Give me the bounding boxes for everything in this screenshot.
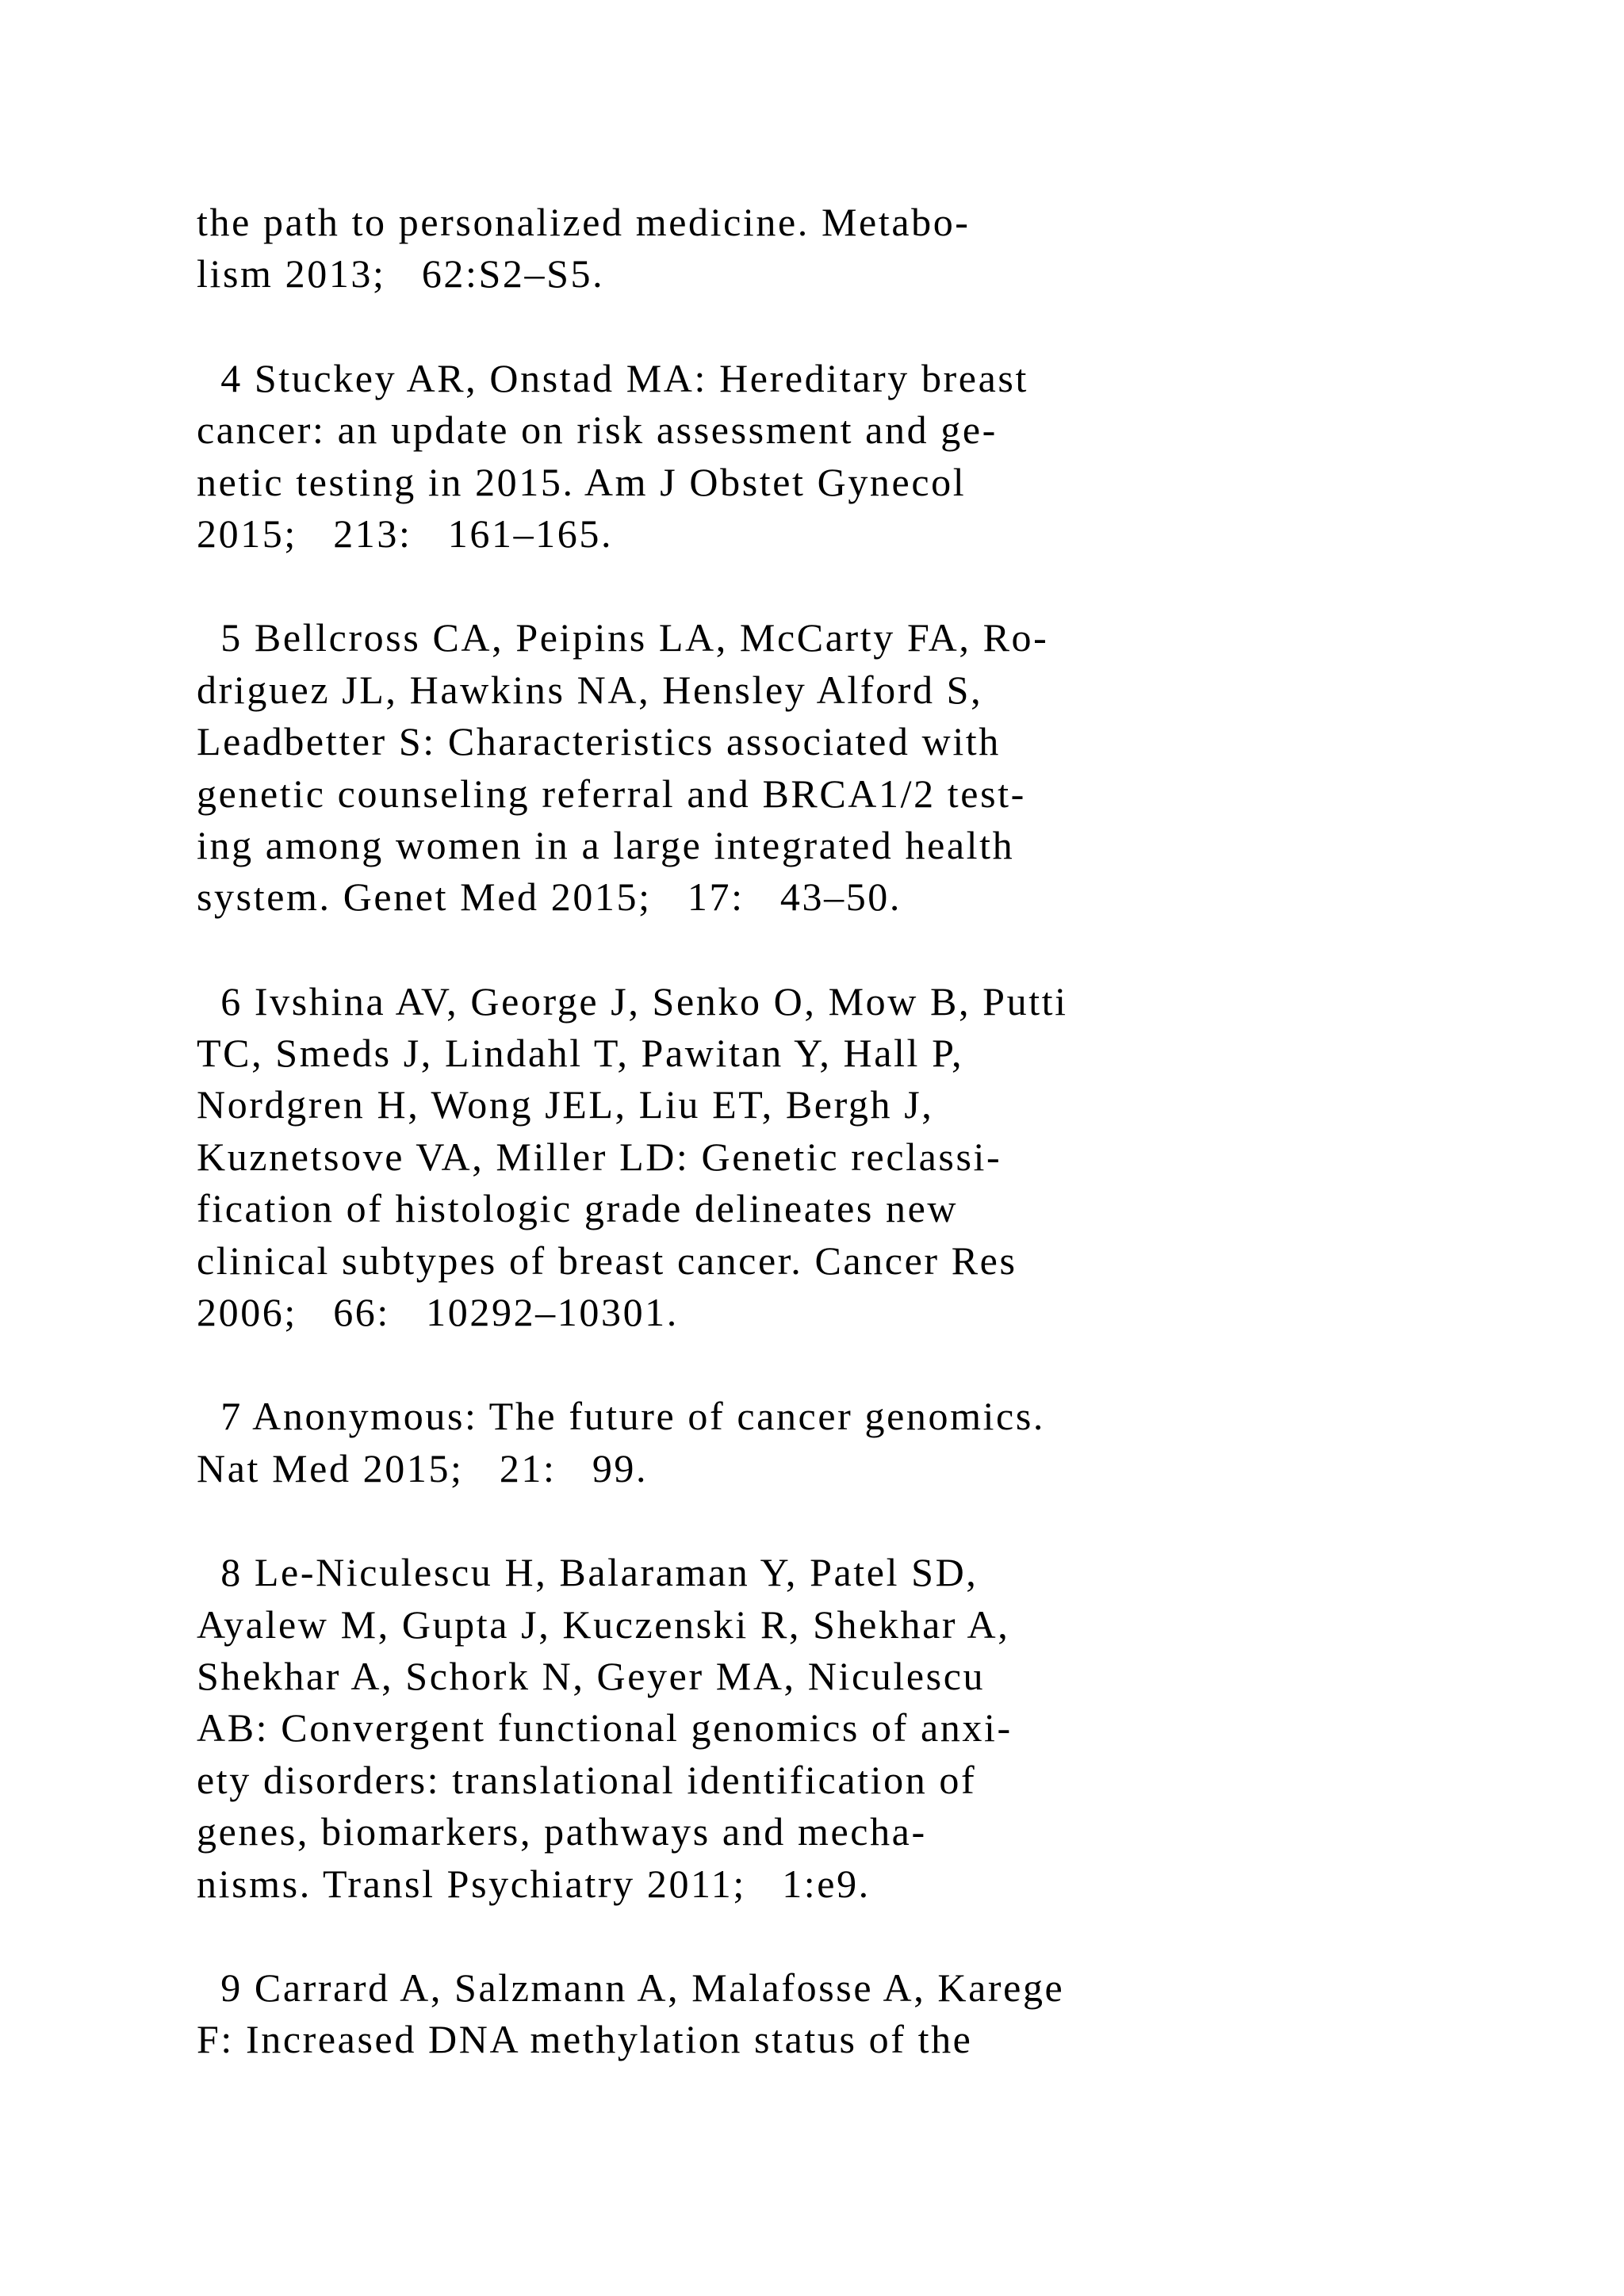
reference-entry-5 [197, 612, 1386, 923]
reference-entry-4 [197, 353, 1386, 561]
reference-line: 2006; 66: 10292–10301. [197, 1290, 679, 1335]
reference-line: Nordgren H, Wong JEL, Liu ET, Bergh J, [197, 1082, 934, 1127]
reference-line: 2015; 213: 161–165. [197, 511, 614, 556]
reference-line: F: Increased DNA methylation status of the [197, 2017, 973, 2062]
reference-line: Shekhar A, Schork N, Geyer MA, Niculescu [197, 1653, 986, 1698]
reference-line: Nat Med 2015; 21: 99. [197, 1445, 649, 1490]
reference-line: 5 Bellcross CA, Peipins LA, McCarty FA, Ro- [197, 615, 1049, 660]
reference-line: nisms. Transl Psychiatry 2011; 1:e9. [197, 1861, 871, 1906]
reference-line: 9 Carrard A, Salzmann A, Malafosse A, Karege [197, 1965, 1065, 2010]
reference-line: system. Genet Med 2015; 17: 43–50. [197, 874, 902, 920]
reference-line: ing among women in a large integrated health [197, 822, 1015, 867]
reference-line: TC, Smeds J, Lindahl T, Pawitan Y, Hall P, [197, 1031, 964, 1076]
reference-line: Leadbetter S: Characteristics associated with [197, 719, 1001, 764]
reference-line: clinical subtypes of breast cancer. Cancer Res [197, 1238, 1017, 1283]
reference-line: 8 Le-Niculescu H, Balaraman Y, Patel SD, [197, 1550, 979, 1595]
reference-line: AB: Convergent functional genomics of anxi- [197, 1705, 1013, 1751]
reference-line: Kuznetsove VA, Miller LD: Genetic reclassi- [197, 1134, 1002, 1179]
reference-line: lism 2013; 62:S2–S5. [197, 251, 605, 297]
reference-line: 7 Anonymous: The future of cancer genomics. [197, 1394, 1046, 1439]
reference-entry-6 [197, 976, 1386, 1339]
reference-line: the path to personalized medicine. Metabo- [197, 200, 971, 244]
reference-line: cancer: an update on risk assessment and ge- [197, 408, 998, 453]
reference-line: ety disorders: translational identification of [197, 1757, 977, 1802]
reference-line: 6 Ivshina AV, George J, Senko O, Mow B, Putti [197, 978, 1068, 1024]
reference-entry-8 [197, 1547, 1386, 1910]
reference-entry-9 [197, 1962, 1386, 2066]
reference-entry-7 [197, 1391, 1386, 1494]
reference-line: genes, biomarkers, pathways and mecha- [197, 1809, 927, 1854]
reference-line: fication of histologic grade delineates new [197, 1186, 959, 1231]
reference-line: driguez JL, Hawkins NA, Hensley Alford S, [197, 667, 983, 712]
reference-line: genetic counseling referral and BRCA1/2 test- [197, 771, 1026, 816]
reference-line: netic testing in 2015. Am J Obstet Gynecol [197, 459, 967, 504]
reference-entry-3-continued [197, 197, 1386, 300]
reference-line: Ayalew M, Gupta J, Kuczenski R, Shekhar A, [197, 1601, 1010, 1647]
reference-list [197, 197, 1386, 2118]
reference-line: 4 Stuckey AR, Onstad MA: Hereditary breast [197, 355, 1028, 400]
